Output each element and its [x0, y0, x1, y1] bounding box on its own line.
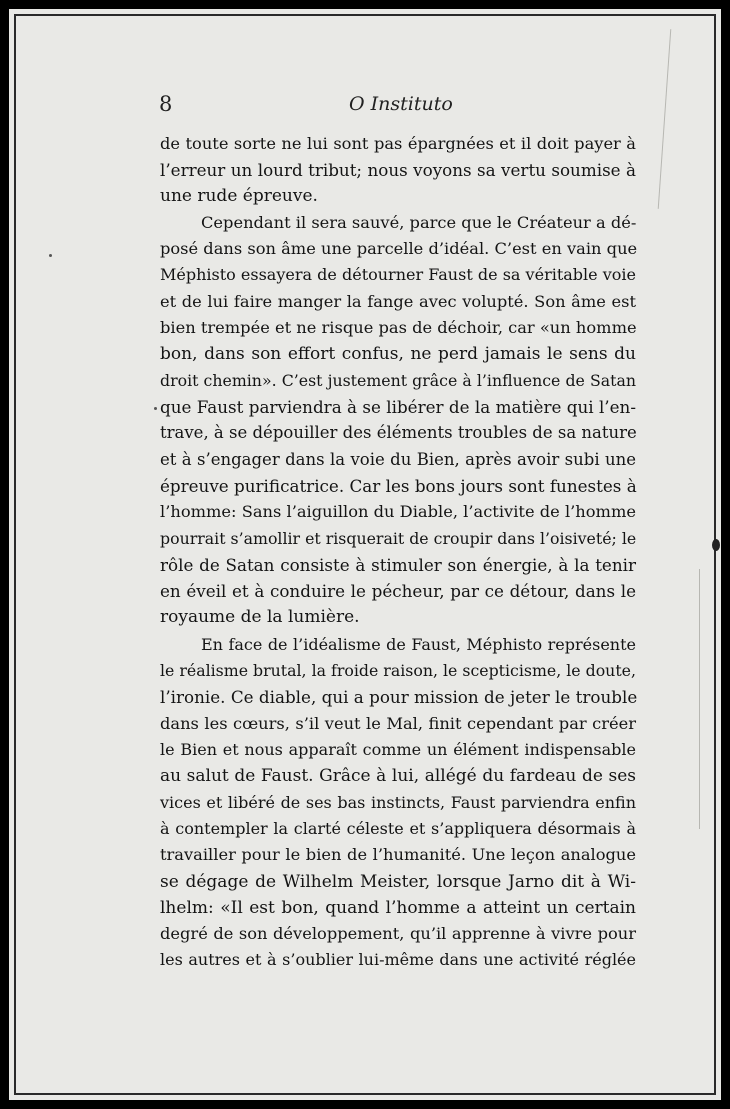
text-line: et de lui faire manger la fange avec volupté. Son âme est [160, 292, 636, 311]
text-line: les autres et à s’oublier lui-même dans une activité réglée [160, 950, 636, 969]
text-line: bon, dans son effort confus, ne perd jamais le sens du [160, 344, 636, 364]
text-line: épreuve purificatrice. Car les bons jours sont funestes à [160, 476, 637, 496]
text-line: lhelm: «Il est bon, quand l’homme a atteint un certain [160, 898, 636, 918]
text-line: pourrait s’amollir et risquerait de croupir dans l’oisiveté; le [160, 529, 637, 548]
book-page [9, 9, 721, 1100]
text-line: dans les cœurs, s’il veut le Mal, finit cependant par créer [160, 714, 636, 733]
running-title: O Instituto [349, 93, 453, 115]
text-line: posé dans son âme une parcelle d’idéal. C’est en vain que [160, 239, 638, 258]
text-line: degré de son développement, qu’il apprenne à vivre pour [160, 924, 636, 943]
text-line: l’erreur un lourd tribut; nous voyons sa vertu soumise à [160, 160, 636, 180]
text-line: travailler pour le bien de l’humanité. Une leçon analogue [160, 845, 636, 864]
text-line: se dégage de Wilhelm Meister, lorsque Jarno dit à Wi- [160, 872, 636, 892]
body-text [9, 9, 721, 1100]
text-line: que Faust parviendra à se libérer de la matière qui l’en- [160, 397, 636, 417]
text-line: vices et libéré de ses bas instincts, Faust parviendra enfin [160, 793, 636, 812]
text-line: bien trempée et ne risque pas de déchoir, car «un homme [160, 318, 637, 337]
text-line: au salut de Faust. Grâce à lui, allégé du fardeau de ses [160, 766, 636, 786]
text-line: royaume de la lumière. [160, 607, 360, 627]
page-number: 8 [159, 92, 173, 116]
text-line: trave, à se dépouiller des éléments troubles de sa nature [160, 423, 637, 442]
text-line: Cependant il sera sauvé, parce que le Créateur a dé- [201, 213, 637, 232]
text-line: une rude épreuve. [160, 186, 318, 206]
text-line: et à s’engager dans la voie du Bien, après avoir subi une [160, 450, 636, 469]
text-line: le Bien et nous apparaît comme un élément indispensable [160, 740, 636, 759]
text-line: l’ironie. Ce diable, qui a pour mission de jeter le trouble [160, 687, 638, 707]
text-line: En face de l’idéalisme de Faust, Méphisto représente [201, 635, 636, 654]
text-line: le réalisme brutal, la froide raison, le scepticisme, le doute, [160, 661, 636, 680]
text-line: à contempler la clarté céleste et s’appliquera désormais à [160, 819, 636, 838]
text-line: en éveil et à conduire le pécheur, par ce détour, dans le [160, 581, 636, 601]
text-line: Méphisto essayera de détourner Faust de sa véritable voie [160, 265, 636, 284]
text-line: de toute sorte ne lui sont pas épargnées et il doit payer à [160, 134, 636, 153]
text-line: l’homme: Sans l’aiguillon du Diable, l’activite de l’homme [160, 502, 636, 521]
text-line: rôle de Satan consiste à stimuler son énergie, à la tenir [160, 555, 636, 575]
text-line: droit chemin». C’est justement grâce à l’influence de Satan [160, 371, 636, 390]
